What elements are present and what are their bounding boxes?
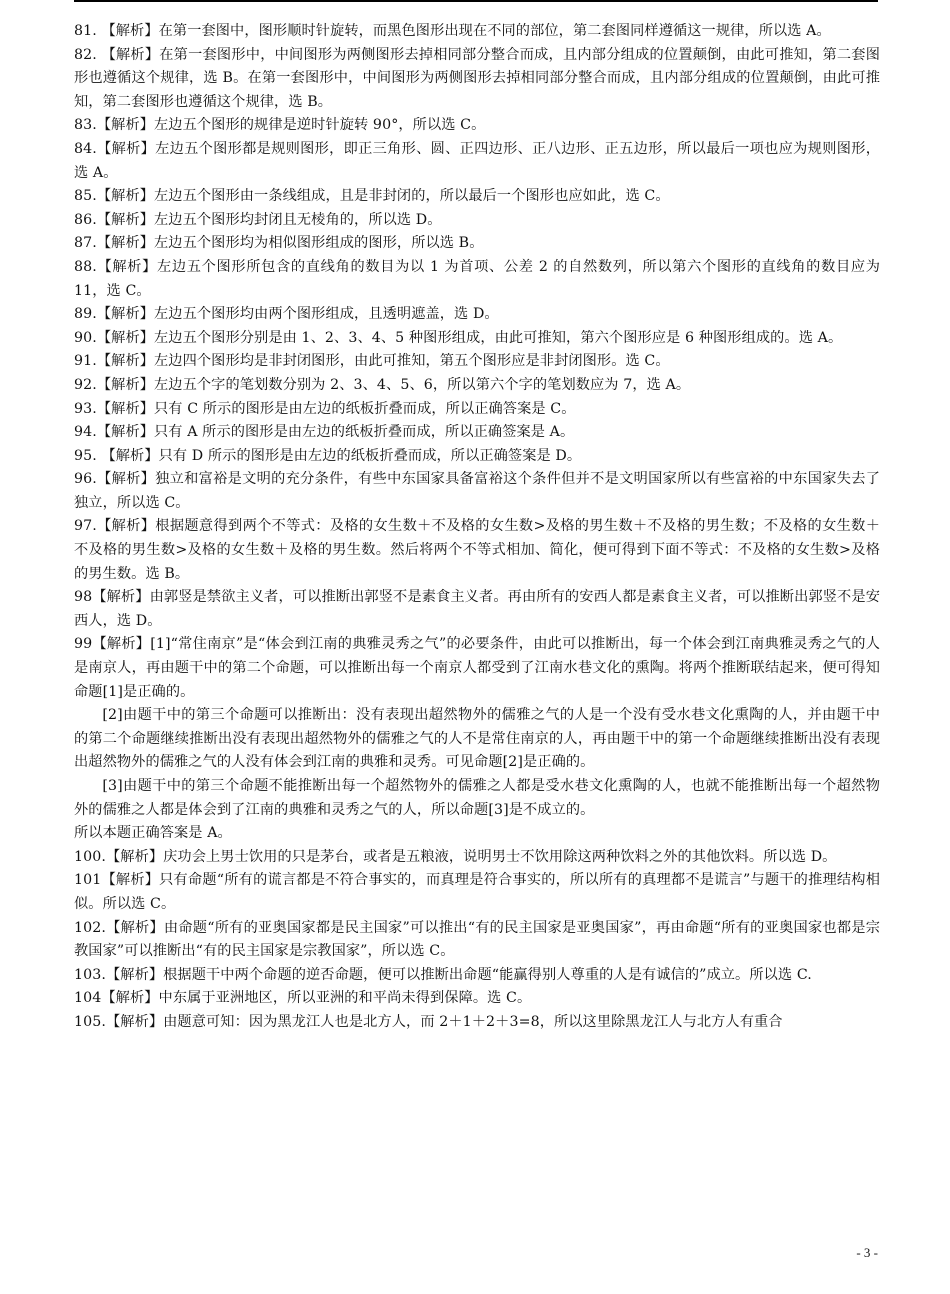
answer-paragraph: 81. 【解析】在第一套图中，图形顺时针旋转，而黑色图形出现在不同的部位，第二套图同样遵循这一规律，所以选 A。 xyxy=(74,23,831,39)
answer-paragraph: 92.【解析】左边五个字的笔划数分别为 2、3、4、5、6，所以第六个字的笔划数应为 7，选 A。 xyxy=(74,376,691,393)
page-number: - 3 - xyxy=(856,1245,878,1260)
answer-paragraph: 95. 【解析】只有 D 所示的图形是由左边的纸板折叠而成，所以正确签案是 D。 xyxy=(74,447,582,464)
answer-paragraph: 105.【解析】由题意可知：因为黑龙江人也是北方人，而 2＋1＋2＋3=8，所以这里除黑龙江人与北方人有重合 xyxy=(74,1013,783,1030)
answer-paragraph: 83.【解析】左边五个图形的规律是逆时针旋转 90°，所以选 C。 xyxy=(74,117,486,134)
answer-paragraph: 94.【解析】只有 A 所示的图形是由左边的纸板折叠而成，所以正确签案是 A。 xyxy=(74,424,575,441)
answer-paragraph: 88.【解析】左边五个图形所包含的直线角的数目为以 1 为首项、公差 2 的自然数列，所以第六个图形的直线角的数目应为 11，选 C。 xyxy=(74,258,880,299)
answer-paragraph: 96.【解析】独立和富裕是文明的充分条件，有些中东国家具备富裕这个条件但并不是文明国家所以有些富裕的中东国家失去了独立，所以选 C。 xyxy=(74,471,880,511)
answer-paragraph: 所以本题正确答案是 A。 xyxy=(74,825,232,842)
answer-paragraph: 82. 【解析】在第一套图形中，中间图形为两侧图形去掉相同部分整合而成，且内部分组成的位置颠倒，由此可推知，第二套图形也遵循这个规律，选 B。在第一套图形中，中间图形为两侧图形去掉相同部分整合而成，且内部分组成的位置颠倒，由此可推知，第二套图形也遵循这个规律，选 B。 xyxy=(74,46,880,110)
answer-paragraph: 104【解析】中东属于亚洲地区，所以亚洲的和平尚未得到保障。选 C。 xyxy=(74,990,532,1007)
answer-paragraph: 90.【解析】左边五个图形分别是由 1、2、3、4、5 种图形组成，由此可推知，第六个图形应是 6 种图形组成的。选 A。 xyxy=(74,329,843,346)
answer-paragraph: 84.【解析】左边五个图形都是规则图形，即正三角形、圆、正四边形、正八边形、正五边形，所以最后一项也应为规则图形，选 A。 xyxy=(74,140,880,181)
answer-paragraph: 101【解析】只有命题“所有的谎言都是不符合事实的，而真理是符合事实的，所以所有的真理都不是谎言”与题干的推理结构相似。所以选 C。 xyxy=(74,872,880,912)
answer-paragraph: 100.【解析】庆功会上男士饮用的只是茅台，或者是五粮液，说明男士不饮用除这两种饮料之外的其他饮料。所以选 D。 xyxy=(74,848,837,865)
answer-paragraph: [3]由题干中的第三个命题不能推断出每一个超然物外的儒雅之人都是受水巷文化熏陶的人，也就不能推断出每一个超然物外的儒雅之人都是体会到了江南的典雅和灵秀之气的人，所以命题[3]是不成立的。 xyxy=(74,778,880,818)
answer-paragraph: 85.【解析】左边五个图形由一条线组成，且是非封闭的，所以最后一个图形也应如此，选 C。 xyxy=(74,188,670,205)
answer-paragraph: 102.【解析】由命题“所有的亚奥国家都是民主国家”可以推出“有的民主国家是亚奥国家”，再由命题“所有的亚奥国家也都是宗教国家”可以推断出“有的民主国家是宗教国家”，所以选 C。 xyxy=(74,919,880,960)
document-body xyxy=(74,20,880,1035)
answer-paragraph: 91.【解析】左边四个图形均是非封闭图形，由此可推知，第五个图形应是非封闭图形。选 C。 xyxy=(74,353,670,370)
answer-paragraph: 93.【解析】只有 C 所示的图形是由左边的纸板折叠而成，所以正确答案是 C。 xyxy=(74,400,576,417)
answer-paragraph: [2]由题干中的第三个命题可以推断出：没有表现出超然物外的儒雅之气的人是一个没有受水巷文化熏陶的人，并由题干中的第二个命题继续推断出没有表现出超然物外的儒雅之气的人不是常住南京的人，再由题干中的第一个命题继续推断出没有表现出超然物外的儒雅之气的人没有体会到江南的典雅和灵秀。可见命题[2]是正确的。 xyxy=(74,707,880,771)
answer-paragraph: 86.【解析】左边五个图形均封闭且无棱角的，所以选 D。 xyxy=(74,211,442,228)
answer-paragraph: 89.【解析】左边五个图形均由两个图形组成，且透明遮盖，选 D。 xyxy=(74,306,499,323)
answer-paragraph: 99【解析】[1]“常住南京”是“体会到江南的典雅灵秀之气”的必要条件，由此可以推断出，每一个体会到江南典雅灵秀之气的人是南京人，再由题干中的第二个命题，可以推断出每一个南京人都受到了江南水巷文化的熏陶。将两个推断联结起来，便可得知命题[1]是正确的。 xyxy=(74,636,880,700)
header-rule xyxy=(74,0,878,2)
answer-paragraph: 87.【解析】左边五个图形均为相似图形组成的图形，所以选 B。 xyxy=(74,235,484,252)
answer-paragraph: 97.【解析】根据题意得到两个不等式：及格的女生数＋不及格的女生数>及格的男生数＋不及格的男生数；不及格的女生数＋不及格的男生数>及格的女生数＋及格的男生数。然后将两个不等式相加、简化，便可得到下面不等式：不及格的女生数>及格的男生数。选 B。 xyxy=(74,518,880,582)
answer-paragraph: 103.【解析】根据题干中两个命题的逆否命题，便可以推断出命题“能赢得别人尊重的人是有诚信的”成立。所以选 C. xyxy=(74,966,812,983)
answer-paragraph: 98【解析】由郭竖是禁欲主义者，可以推断出郭竖不是素食主义者。再由所有的安西人都是素食主义者，可以推断出郭竖不是安西人，选 D。 xyxy=(74,589,880,629)
